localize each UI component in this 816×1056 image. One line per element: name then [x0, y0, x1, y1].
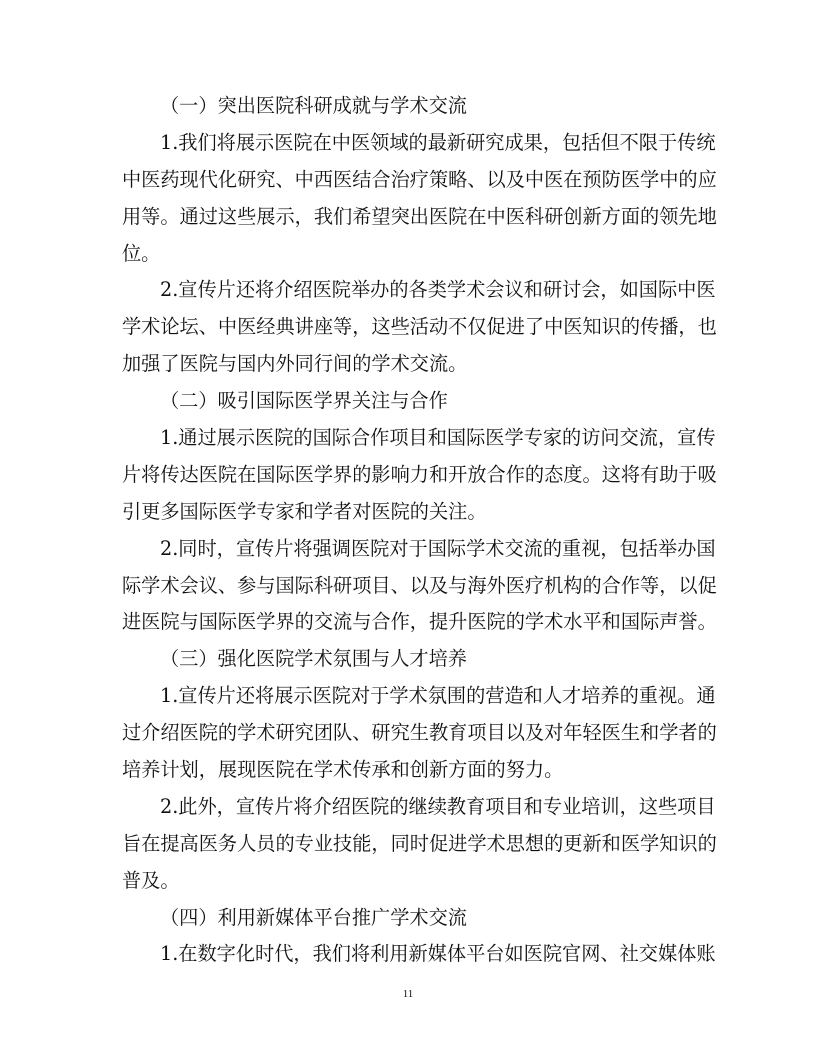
paragraph: [122, 678, 717, 789]
paragraph: [122, 125, 717, 273]
section-heading: （一）突出医院科研成就与学术交流: [160, 94, 467, 117]
paragraph-line: 普及。: [122, 868, 180, 892]
paragraph: [122, 420, 717, 531]
paragraph-line: 培养计划，展现医院在学术传承和创新方面的努力。: [122, 758, 564, 782]
paragraph-line: 际学术会议、参与国际科研项目、以及与海外医疗机构的合作等，以促: [122, 573, 717, 597]
paragraph-line: 位。: [122, 241, 161, 265]
paragraph-line: 1.宣传片还将展示医院对于学术氛围的营造和人才培养的重视。通: [160, 684, 716, 708]
paragraph-line: 2.宣传片还将介绍医院举办的各类学术会议和研讨会，如国际中医: [160, 278, 716, 302]
section-heading: （四）利用新媒体平台推广学术交流: [160, 905, 467, 929]
paragraph: [122, 531, 717, 642]
paragraph-line: 学术论坛、中医经典讲座等，这些活动不仅促进了中医知识的传播，也: [122, 315, 717, 339]
paragraph-line: 片将传达医院在国际医学界的影响力和开放合作的态度。这将有助于吸: [122, 462, 717, 486]
paragraph-line: 旨在提高医务人员的专业技能，同时促进学术思想的更新和医学知识的: [122, 831, 717, 855]
paragraph-line: 引更多国际医学专家和学者对医院的关注。: [122, 499, 487, 523]
paragraph-line: 进医院与国际医学界的交流与合作，提升医院的学术水平和国际声誉。: [122, 610, 717, 634]
page-number: 11: [402, 988, 414, 1000]
paragraph-line: 1.在数字化时代，我们将利用新媒体平台如医院官网、社交媒体账: [160, 942, 716, 966]
paragraph-line: 加强了医院与国内外同行间的学术交流。: [122, 352, 468, 376]
paragraph-line: 中医药现代化研究、中西医结合治疗策略、以及中医在预防医学中的应: [122, 167, 717, 191]
paragraph: [122, 272, 717, 383]
paragraph: [122, 789, 717, 900]
paragraph-line: 2.此外，宣传片将介绍医院的继续教育项目和专业培训，这些项目: [160, 794, 716, 818]
section-heading: （二）吸引国际医学界关注与合作: [160, 389, 448, 413]
section-heading: （三）强化医院学术氛围与人才培养: [160, 647, 467, 671]
document-body: [122, 88, 717, 973]
paragraph-line: 2.同时，宣传片将强调医院对于国际学术交流的重视，包括举办国: [160, 536, 716, 560]
paragraph-line: 1.通过展示医院的国际合作项目和国际医学专家的访问交流，宣传: [160, 426, 716, 450]
paragraph-line: 过介绍医院的学术研究团队、研究生教育项目以及对年轻医生和学者的: [122, 721, 717, 745]
paragraph: [122, 936, 716, 973]
paragraph-line: 用等。通过这些展示，我们希望突出医院在中医科研创新方面的领先地: [122, 204, 717, 228]
paragraph-line: 1.我们将展示医院在中医领域的最新研究成果，包括但不限于传统: [160, 130, 716, 154]
